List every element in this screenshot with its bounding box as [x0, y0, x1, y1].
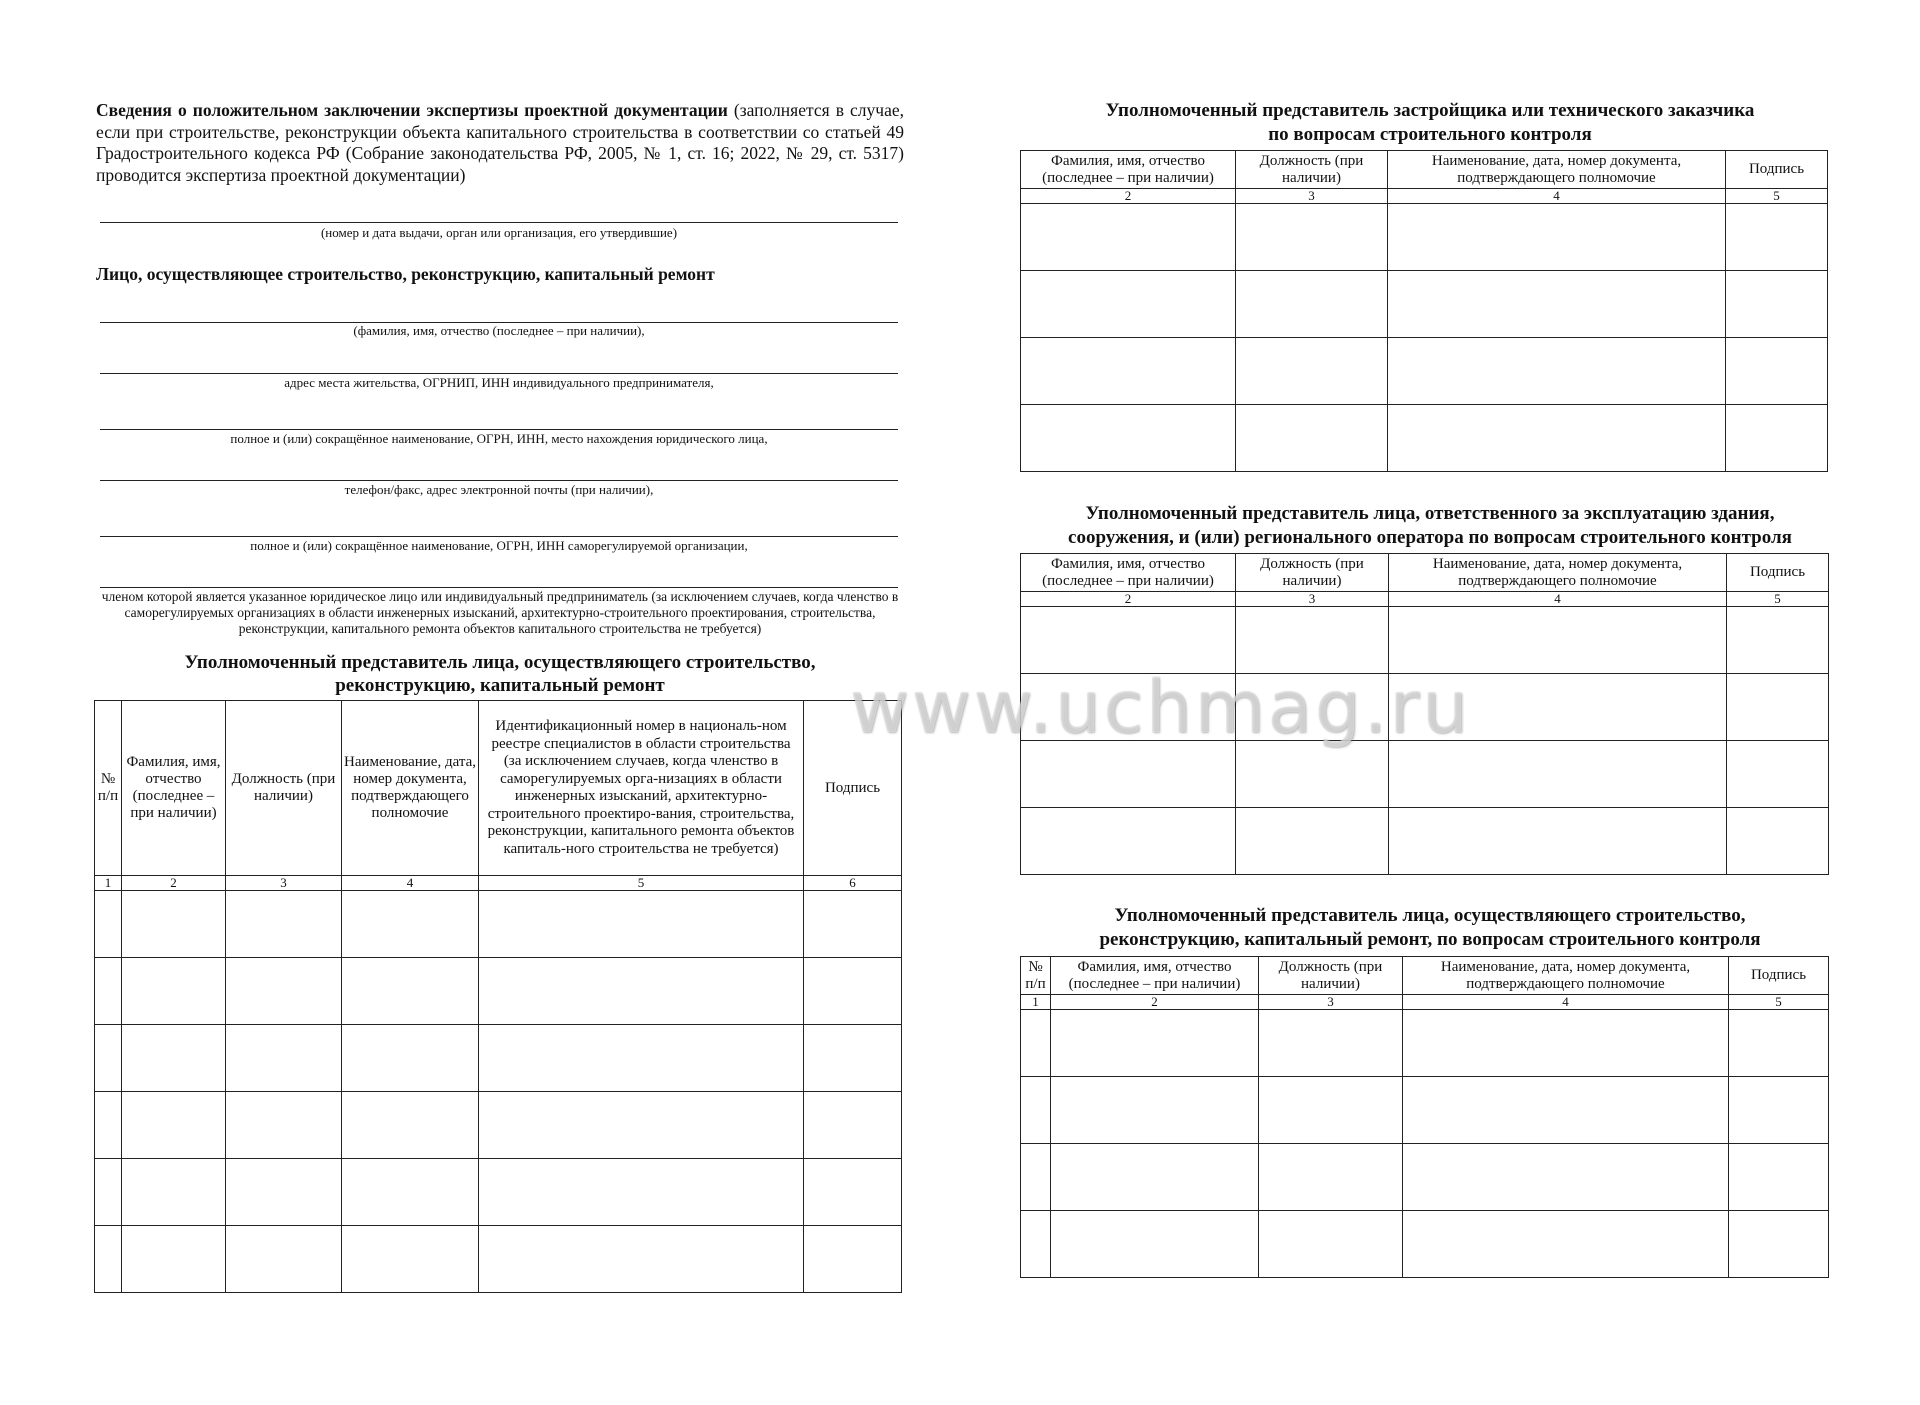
block1-heading-2: по вопросам строительного контроля [1268, 124, 1592, 145]
table-cell[interactable] [122, 1025, 226, 1092]
table-row [1021, 204, 1828, 271]
table-cell[interactable] [1389, 674, 1727, 741]
col-number: 3 [1236, 189, 1388, 204]
table-cell[interactable] [804, 891, 902, 958]
col-number: 2 [1021, 592, 1236, 607]
table-cell[interactable] [1729, 1144, 1829, 1211]
table-row [1021, 741, 1829, 808]
col-number: 3 [1236, 592, 1389, 607]
builder-heading: Лицо, осуществляющее строительство, реконструкцию, капитальный ремонт [96, 264, 715, 284]
header-fio: Фамилия, имя, отчество (последнее – при наличии) [122, 701, 226, 876]
col-number: 2 [1051, 995, 1259, 1010]
table-cell[interactable] [1021, 338, 1236, 405]
col-number: 4 [342, 876, 479, 891]
table-cell[interactable] [226, 1226, 342, 1293]
left-rep-heading-2: реконструкцию, капитальный ремонт [335, 675, 665, 696]
table-cell[interactable] [1051, 1211, 1259, 1278]
table-row [1021, 674, 1829, 741]
caption-address: адрес места жительства, ОГРНИП, ИНН индивидуального предпринимателя, [284, 375, 714, 390]
table-cell[interactable] [226, 1092, 342, 1159]
table-cell[interactable] [1388, 271, 1726, 338]
block3-heading-2: реконструкцию, капитальный ремонт, по вопросам строительного контроля [1099, 929, 1761, 950]
table-cell[interactable] [1729, 1211, 1829, 1278]
block1-heading-1: Уполномоченный представитель застройщика или технического заказчика [1105, 100, 1755, 121]
table-cell[interactable] [804, 1226, 902, 1293]
table-cell[interactable] [1259, 1010, 1403, 1077]
table-cell[interactable] [95, 891, 122, 958]
header-num: № п/п [1021, 957, 1051, 995]
table-cell[interactable] [1236, 674, 1389, 741]
caption-org: полное и (или) сокращённое наименование, ОГРН, ИНН, место нахождения юридического лица, [230, 431, 768, 446]
col-number: 5 [479, 876, 804, 891]
member-fill-line[interactable] [100, 587, 898, 588]
table-cell[interactable] [1403, 1211, 1729, 1278]
table-row [1021, 808, 1829, 875]
table-cell[interactable] [1726, 271, 1828, 338]
col-number: 6 [804, 876, 902, 891]
table-cell[interactable] [95, 1025, 122, 1092]
table-cell[interactable] [479, 958, 804, 1025]
table-cell[interactable] [1051, 1010, 1259, 1077]
table-cell[interactable] [479, 1159, 804, 1226]
block1-table [1020, 150, 1828, 472]
table-cell[interactable] [479, 1226, 804, 1293]
table-row [95, 1092, 902, 1159]
table-cell[interactable] [122, 1092, 226, 1159]
table-cell[interactable] [1021, 405, 1236, 472]
header-fio: Фамилия, имя, отчество (последнее – при наличии) [1051, 957, 1259, 995]
left-rep-table [94, 700, 902, 1293]
col-number: 4 [1403, 995, 1729, 1010]
table-row [95, 891, 902, 958]
table-cell[interactable] [1259, 1211, 1403, 1278]
table-row [95, 1025, 902, 1092]
caption-fio: (фамилия, имя, отчество (последнее – при наличии), [353, 323, 645, 338]
table-row [1021, 338, 1828, 405]
table-cell[interactable] [1389, 607, 1727, 674]
table-row [1021, 405, 1828, 472]
table-cell[interactable] [1236, 405, 1388, 472]
header-fio: Фамилия, имя, отчество (последнее – при наличии) [1021, 554, 1236, 592]
table-cell[interactable] [1726, 338, 1828, 405]
table-cell[interactable] [342, 1226, 479, 1293]
expertise-fill-line[interactable] [100, 222, 898, 223]
table-cell[interactable] [1051, 1144, 1259, 1211]
header-position: Должность (при наличии) [1236, 151, 1388, 189]
table-row [1021, 607, 1829, 674]
table-cell[interactable] [226, 1159, 342, 1226]
member-note: членом которой является указанное юридическое лицо или индивидуальный предприниматель (за исключением случаев, когда членство в саморегулируемых организациях в области инженерных изысканий, архитектурно-строительного проектирования, строительства, реконструкции, капитального ремонта объектов капитального строительства не требуется) [101, 589, 899, 636]
header-signature: Подпись [1726, 151, 1828, 189]
table-cell[interactable] [342, 1092, 479, 1159]
table-cell[interactable] [1729, 1010, 1829, 1077]
table-cell[interactable] [1021, 1077, 1051, 1144]
col-number: 4 [1388, 189, 1726, 204]
table-cell[interactable] [1021, 1144, 1051, 1211]
table-cell[interactable] [1388, 338, 1726, 405]
col-number: 3 [1259, 995, 1403, 1010]
table-cell[interactable] [1726, 405, 1828, 472]
table-row [1021, 1077, 1829, 1144]
table-cell[interactable] [226, 891, 342, 958]
table-cell[interactable] [1051, 1077, 1259, 1144]
table-cell[interactable] [95, 1092, 122, 1159]
table-cell[interactable] [1236, 338, 1388, 405]
table-cell[interactable] [1403, 1010, 1729, 1077]
table-row [95, 1159, 902, 1226]
table-row [1021, 1144, 1829, 1211]
header-document: Наименование, дата, номер документа, подтверждающего полномочие [1389, 554, 1727, 592]
table-cell[interactable] [95, 1226, 122, 1293]
table-cell[interactable] [342, 1159, 479, 1226]
table-cell[interactable] [1236, 204, 1388, 271]
phone-fill-line[interactable] [100, 480, 898, 481]
block3-table [1020, 956, 1829, 1278]
table-cell[interactable] [1727, 607, 1829, 674]
table-cell[interactable] [1021, 808, 1236, 875]
expertise-paragraph [96, 100, 904, 186]
table-cell[interactable] [122, 1226, 226, 1293]
table-cell[interactable] [804, 1159, 902, 1226]
table-cell[interactable] [479, 1025, 804, 1092]
caption-phone: телефон/факс, адрес электронной почты (при наличии), [344, 482, 654, 497]
org-fill-line[interactable] [100, 429, 898, 430]
block2-table [1020, 553, 1829, 875]
table-cell[interactable] [479, 1092, 804, 1159]
header-document: Наименование, дата, номер документа, подтверждающего полномочие [342, 701, 479, 876]
table-cell[interactable] [1236, 607, 1389, 674]
table-cell[interactable] [479, 891, 804, 958]
table-cell[interactable] [804, 1025, 902, 1092]
block3-heading-1: Уполномоченный представитель лица, осуществляющего строительство, [1114, 905, 1746, 926]
watermark: www.uchmag.ru [850, 665, 1471, 749]
table-cell[interactable] [1727, 674, 1829, 741]
header-signature: Подпись [804, 701, 902, 876]
table-cell[interactable] [804, 1092, 902, 1159]
expertise-note: (заполняется в случае, если при строительстве, реконструкции объекта капитального строительства в соответствии со статьей 49 Градостроительного кодекса РФ (Собрание законодательства РФ, 2005, № 1, ст. 16; 2022, № 29, ст. 5317) проводится экспертиза проектной документации) [96, 100, 904, 185]
table-cell[interactable] [122, 1159, 226, 1226]
table-cell[interactable] [1729, 1077, 1829, 1144]
sro-fill-line[interactable] [100, 536, 898, 537]
table-cell[interactable] [1021, 1211, 1051, 1278]
col-number: 2 [1021, 189, 1236, 204]
table-row [1021, 1010, 1829, 1077]
table-cell[interactable] [1727, 808, 1829, 875]
table-cell[interactable] [1388, 405, 1726, 472]
col-number: 4 [1389, 592, 1727, 607]
header-fio: Фамилия, имя, отчество (последнее – при наличии) [1021, 151, 1236, 189]
caption-sro: полное и (или) сокращённое наименование, ОГРН, ИНН саморегулируемой организации, [250, 538, 748, 553]
col-number: 3 [226, 876, 342, 891]
table-cell[interactable] [1389, 741, 1727, 808]
table-cell[interactable] [1021, 674, 1236, 741]
header-position: Должность (при наличии) [1259, 957, 1403, 995]
table-cell[interactable] [226, 958, 342, 1025]
table-cell[interactable] [342, 1025, 479, 1092]
table-cell[interactable] [122, 891, 226, 958]
col-number: 1 [95, 876, 122, 891]
table-row [95, 1226, 902, 1293]
table-cell[interactable] [1021, 1010, 1051, 1077]
table-cell[interactable] [1021, 271, 1236, 338]
header-position: Должность (при наличии) [226, 701, 342, 876]
header-document: Наименование, дата, номер документа, подтверждающего полномочие [1388, 151, 1726, 189]
table-cell[interactable] [1021, 741, 1236, 808]
expertise-title: Сведения о положительном заключении экспертизы проектной документации [96, 100, 728, 120]
table-cell[interactable] [1727, 741, 1829, 808]
address-fill-line[interactable] [100, 373, 898, 374]
table-cell[interactable] [1259, 1144, 1403, 1211]
table-row [1021, 271, 1828, 338]
header-num: № п/п [95, 701, 122, 876]
table-cell[interactable] [1021, 607, 1236, 674]
col-number: 5 [1729, 995, 1829, 1010]
block2-heading-2: сооружения, и (или) регионального оператора по вопросам строительного контроля [1068, 527, 1792, 548]
table-cell[interactable] [1236, 271, 1388, 338]
table-cell[interactable] [1388, 204, 1726, 271]
table-cell[interactable] [226, 1025, 342, 1092]
header-signature: Подпись [1727, 554, 1829, 592]
col-number: 5 [1726, 189, 1828, 204]
table-cell[interactable] [95, 1159, 122, 1226]
col-number: 1 [1021, 995, 1051, 1010]
table-cell[interactable] [1726, 204, 1828, 271]
table-cell[interactable] [1403, 1144, 1729, 1211]
header-position: Должность (при наличии) [1236, 554, 1389, 592]
col-number: 5 [1727, 592, 1829, 607]
table-cell[interactable] [1236, 808, 1389, 875]
table-cell[interactable] [122, 958, 226, 1025]
table-cell[interactable] [1389, 808, 1727, 875]
table-cell[interactable] [1403, 1077, 1729, 1144]
table-cell[interactable] [342, 958, 479, 1025]
table-cell[interactable] [1236, 741, 1389, 808]
left-rep-heading-1: Уполномоченный представитель лица, осуществляющего строительство, [184, 652, 816, 673]
table-cell[interactable] [1021, 204, 1236, 271]
block2-heading-1: Уполномоченный представитель лица, ответственного за эксплуатацию здания, [1085, 503, 1775, 524]
table-cell[interactable] [95, 958, 122, 1025]
header-registry-id: Идентификационный номер в националь-ном реестре специалистов в области строительства (за исключением случаев, когда членство в саморегулируемых орга-низациях в области инженерных изысканий, архитектурно-строительного проектиро-вания, строительства, реконструкции, капитального ремонта объектов капиталь-ного строительства не требуется) [479, 701, 804, 876]
header-document: Наименование, дата, номер документа, подтверждающего полномочие [1403, 957, 1729, 995]
header-signature: Подпись [1729, 957, 1829, 995]
table-cell[interactable] [804, 958, 902, 1025]
table-row [1021, 1211, 1829, 1278]
table-cell[interactable] [1259, 1077, 1403, 1144]
table-row [95, 958, 902, 1025]
table-cell[interactable] [342, 891, 479, 958]
caption-expertise: (номер и дата выдачи, орган или организация, его утвердившие) [320, 225, 678, 240]
col-number: 2 [122, 876, 226, 891]
